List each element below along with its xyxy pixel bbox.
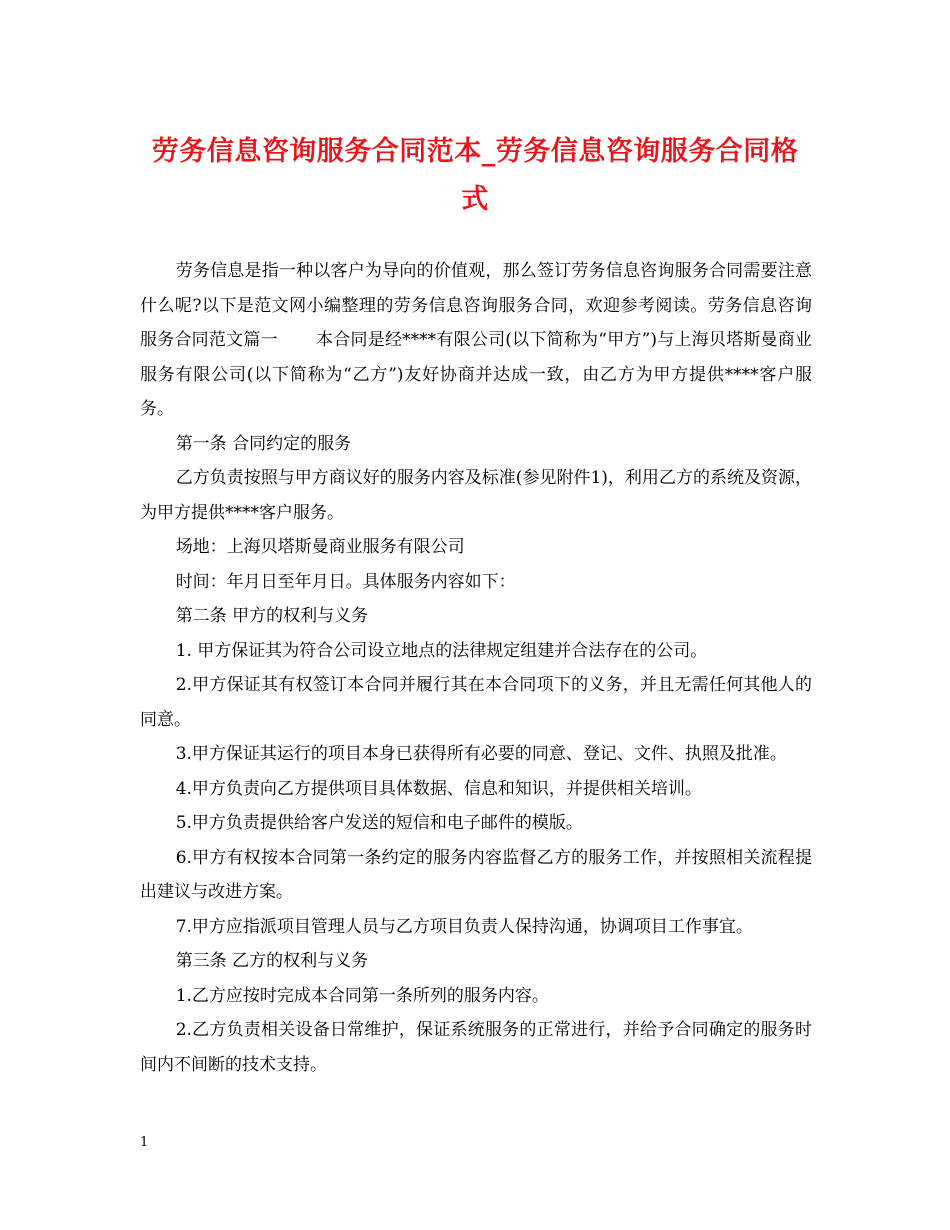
- clause-item: 6.甲方有权按本合同第一条约定的服务内容监督乙方的服务工作，并按照相关流程提出建议与改进方案。: [140, 847, 812, 902]
- body-paragraph: 场地：上海贝塔斯曼商业服务有限公司: [175, 537, 465, 557]
- document-title: 劳务信息咨询服务合同范本_劳务信息咨询服务合同格式: [151, 136, 799, 215]
- document-body: [140, 254, 812, 1082]
- intro-text: 劳务信息是指一种以客户为导向的价值观，那么签订劳务信息咨询服务合同需要注意什么呢?以下是范文网小编整理的劳务信息咨询服务合同，欢迎参考阅读。劳务信息咨询服务合同范文篇一: [140, 261, 812, 350]
- clause-item: 3.甲方保证其运行的项目本身已获得所有必要的同意、登记、文件、执照及批准。: [175, 744, 787, 764]
- article-heading: 第三条 乙方的权利与义务: [175, 951, 369, 971]
- preamble-text: 本合同是经****有限公司(以下简称为“甲方”)与上海贝塔斯曼商业服务有限公司(以下简称为“乙方”)友好协商并达成一致，由乙方为甲方提供****客户服务。: [140, 330, 812, 419]
- clause-item: 4.甲方负责向乙方提供项目具体数据、信息和知识，并提供相关培训。: [175, 778, 702, 799]
- page-number: 1: [140, 1135, 149, 1150]
- body-paragraph: 乙方负责按照与甲方商议好的服务内容及标准(参见附件1)，利用乙方的系统及资源，为甲方提供****客户服务。: [140, 468, 812, 523]
- intro-paragraph: [140, 254, 812, 427]
- clause-item: 2.甲方保证其有权签订本合同并履行其在本合同项下的义务，并且无需任何其他人的同意。: [140, 675, 812, 730]
- clause-item: 2.乙方负责相关设备日常维护，保证系统服务的正常进行，并给予合同确定的服务时间内不间断的技术支持。: [140, 1020, 812, 1075]
- clause-item: 1.乙方应按时完成本合同第一条所列的服务内容。: [175, 985, 549, 1006]
- clause-item: 5.甲方负责提供给客户发送的短信和电子邮件的模版。: [175, 813, 583, 833]
- article-heading: 第一条 合同约定的服务: [175, 433, 352, 454]
- clause-item: 7.甲方应指派项目管理人员与乙方项目负责人保持沟通，协调项目工作事宜。: [175, 916, 753, 937]
- clause-item: 1. 甲方保证其为符合公司设立地点的法律规定组建并合法存在的公司。: [175, 640, 708, 661]
- body-paragraph: 时间：年月日至年月日。具体服务内容如下：: [175, 571, 516, 592]
- article-heading: 第二条 甲方的权利与义务: [175, 606, 369, 626]
